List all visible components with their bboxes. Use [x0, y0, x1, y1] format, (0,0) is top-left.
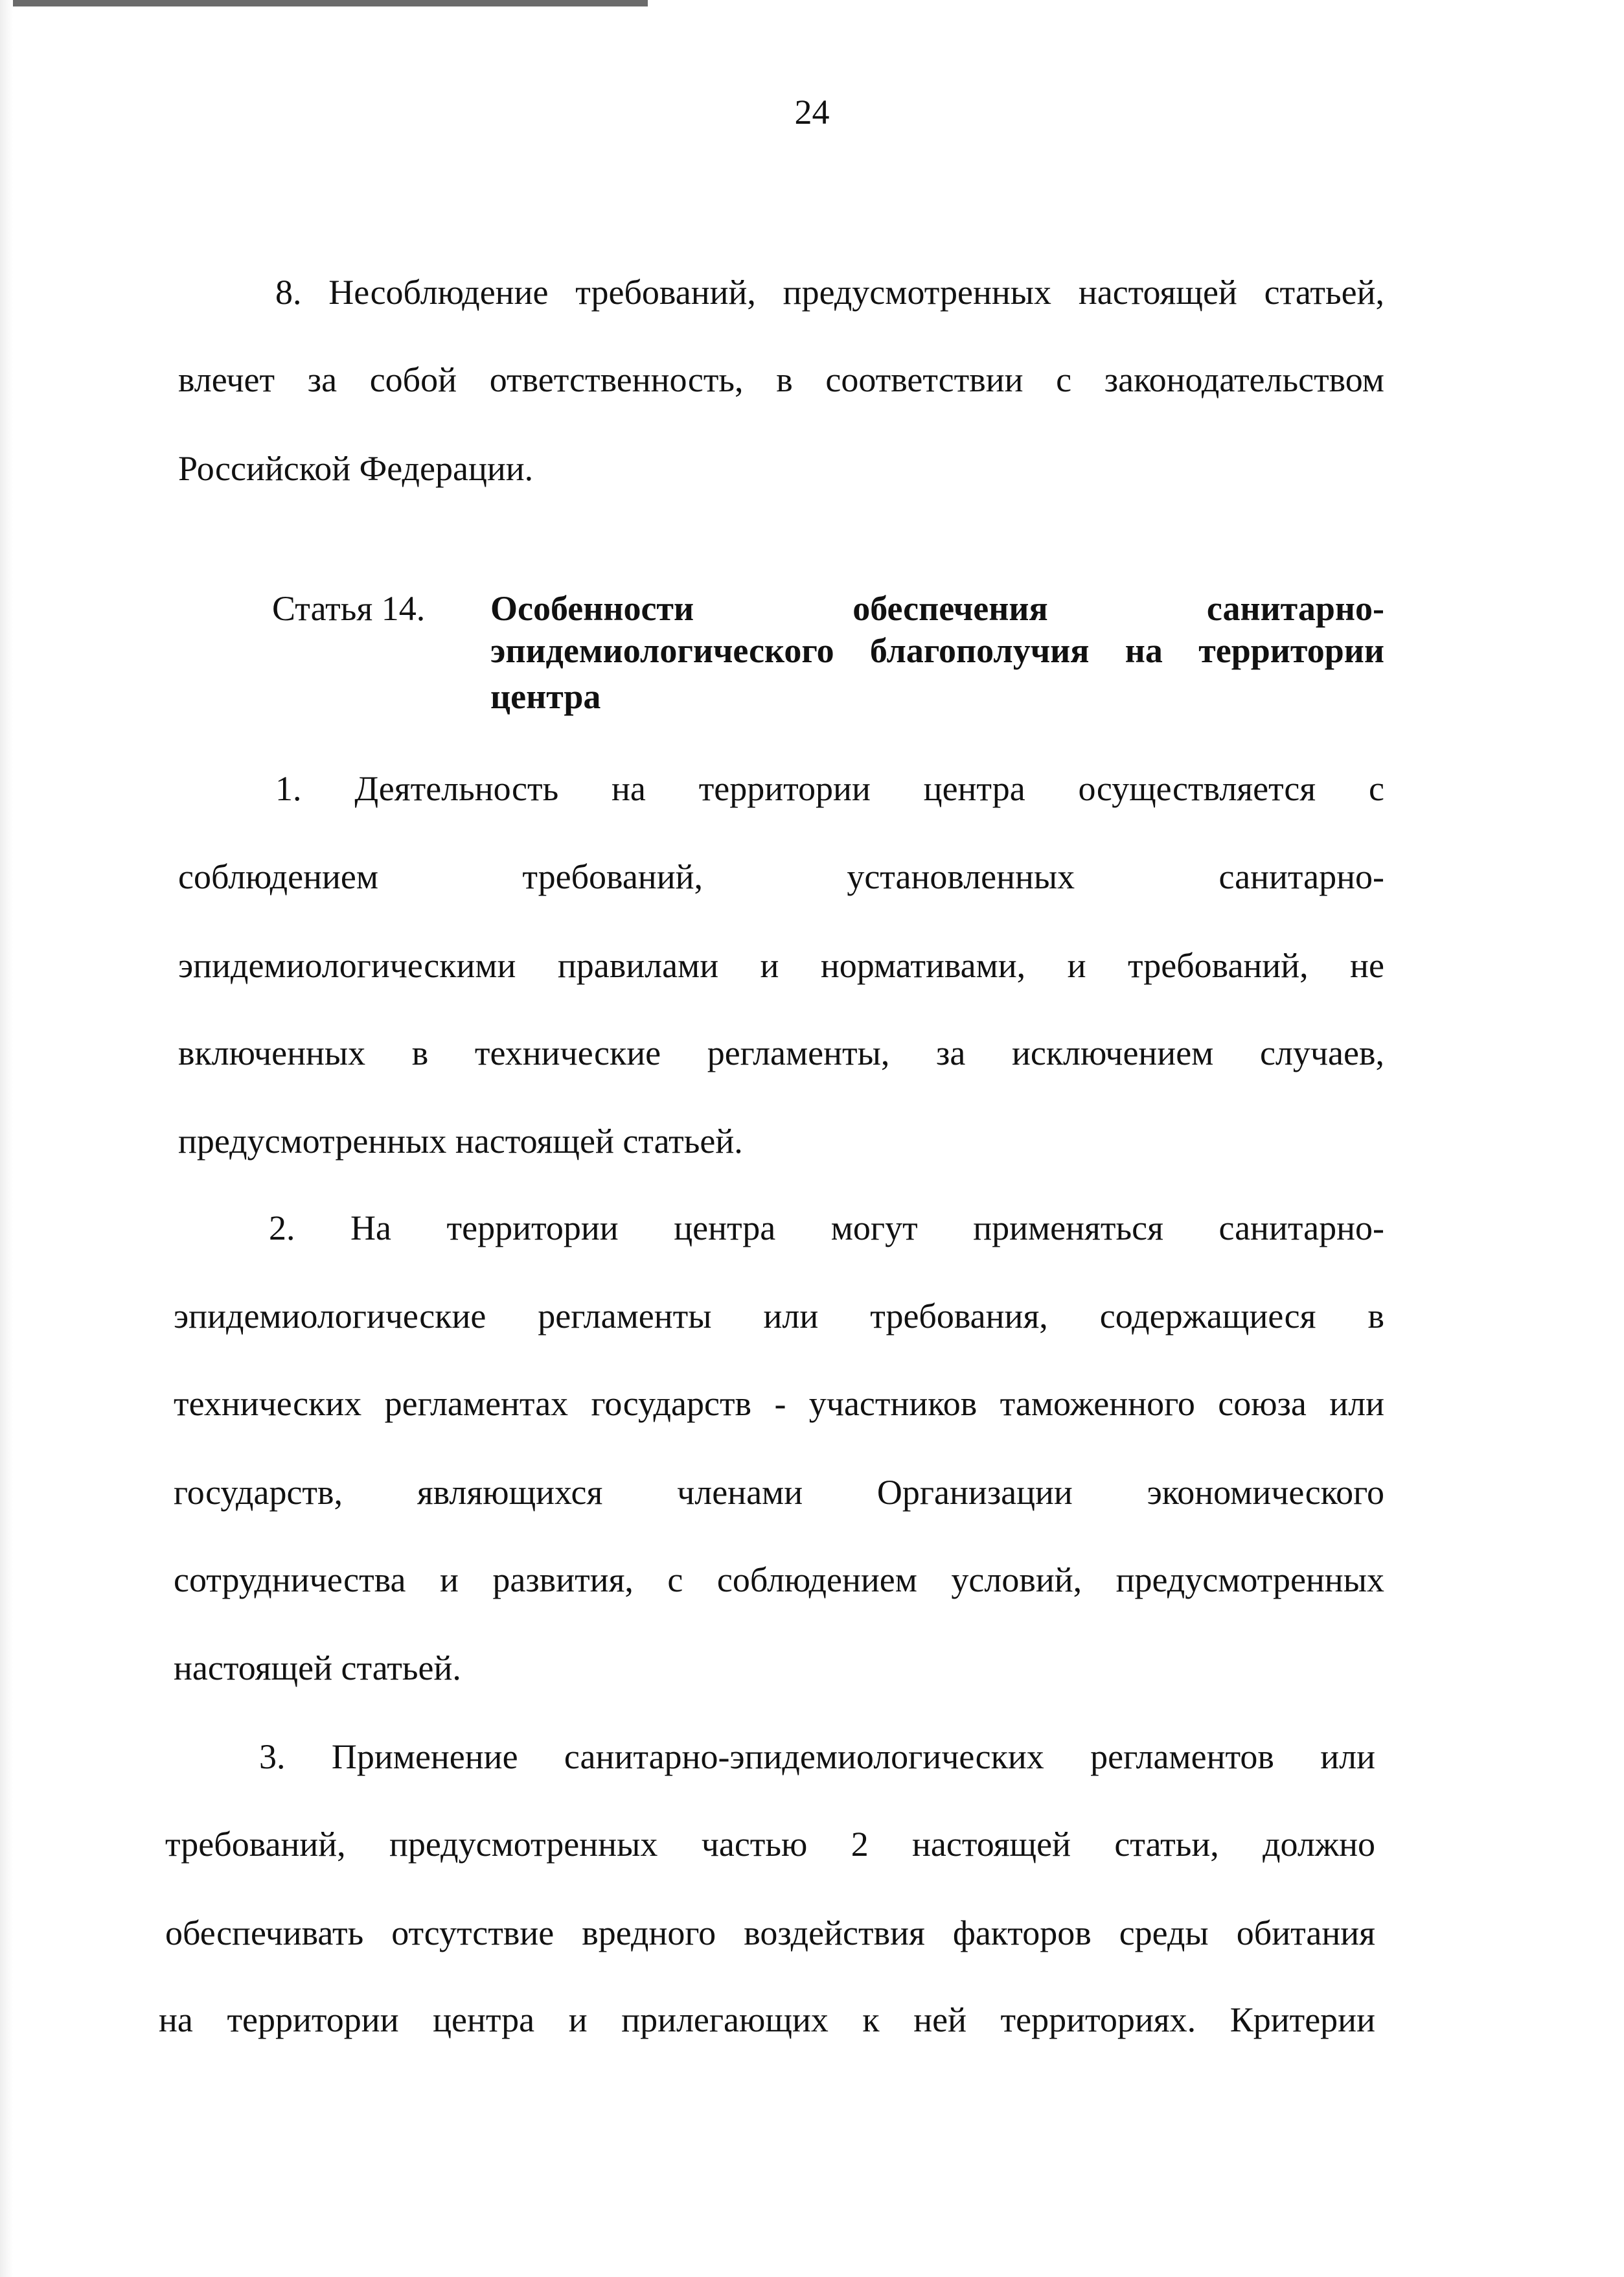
word: условий, — [951, 1560, 1082, 1599]
word: собой — [369, 360, 457, 399]
word: или — [1329, 1384, 1384, 1423]
paragraph-1-line-1 — [275, 767, 1384, 810]
paragraph-3-line-1 — [259, 1735, 1375, 1778]
word: влечет — [178, 360, 275, 399]
word: таможенного — [1000, 1384, 1195, 1423]
scan-edge-left — [0, 0, 13, 2277]
word: санитарно-эпидемиологических — [564, 1737, 1044, 1776]
word: регламенты, — [707, 1034, 890, 1072]
word: с — [1368, 769, 1384, 808]
word: или — [763, 1297, 819, 1335]
word: - — [774, 1384, 786, 1423]
paragraph-2-line-1 — [269, 1207, 1384, 1249]
word: статьей, — [1264, 273, 1384, 312]
paragraph-2-line-4 — [174, 1471, 1384, 1514]
word: 8. — [275, 273, 302, 312]
article-title-line-1 — [490, 587, 1384, 630]
word: частью — [701, 1825, 808, 1864]
word: территории — [698, 769, 871, 808]
word: на — [159, 2000, 193, 2039]
word: к — [862, 2000, 880, 2039]
paragraph-8-line-1 — [275, 271, 1384, 314]
paragraph-2-line-6: настоящей статьей. — [174, 1648, 461, 1687]
word: воздействия — [744, 1913, 925, 1952]
word: в — [411, 1034, 429, 1072]
word: государств — [591, 1384, 752, 1423]
paragraph-3-line-4 — [159, 1998, 1375, 2041]
word: предусмотренных — [1115, 1560, 1384, 1599]
paragraph-1-line-4 — [178, 1032, 1384, 1074]
scan-edge-top — [0, 0, 648, 6]
word: обеспечения — [852, 589, 1048, 628]
word: требований, — [522, 857, 703, 896]
word: государств, — [174, 1473, 343, 1512]
article-title-line-2 — [490, 629, 1384, 672]
paragraph-8-line-3: Российской Федерации. — [178, 449, 534, 488]
word: отсутствие — [391, 1913, 555, 1952]
word: развития, — [492, 1560, 634, 1599]
word: Несоблюдение — [328, 273, 549, 312]
word: соблюдением — [178, 857, 379, 896]
word: Применение — [331, 1737, 518, 1776]
word: исключением — [1011, 1034, 1214, 1072]
paragraph-1-line-5: предусмотренных настоящей статьей. — [178, 1122, 743, 1161]
word: требований, — [1127, 946, 1309, 985]
word: среды — [1119, 1913, 1209, 1952]
word: с — [667, 1560, 683, 1599]
word: Деятельность — [354, 769, 559, 808]
word: союза — [1218, 1384, 1307, 1423]
word: эпидемиологические — [174, 1297, 486, 1335]
word: соблюдением — [716, 1560, 917, 1599]
word: законодательством — [1104, 360, 1384, 399]
word: благополучия — [869, 631, 1090, 670]
word: за — [307, 360, 337, 399]
word: экономического — [1147, 1473, 1384, 1512]
word: факторов — [952, 1913, 1092, 1952]
word: и — [439, 1560, 459, 1599]
word: статьи, — [1114, 1825, 1219, 1864]
word: в — [1367, 1297, 1384, 1335]
word: территории — [227, 2000, 399, 2039]
word: обитания — [1236, 1913, 1375, 1952]
word: включенных — [178, 1034, 366, 1072]
word: соответствии — [825, 360, 1024, 399]
word: настоящей — [912, 1825, 1071, 1864]
word: эпидемиологическими — [178, 946, 516, 985]
word: технические — [474, 1034, 661, 1072]
word: и — [568, 2000, 588, 2039]
word: настоящей — [1078, 273, 1237, 312]
word: сотрудничества — [174, 1560, 406, 1599]
paragraph-3-line-2 — [165, 1823, 1375, 1866]
word: требований, — [165, 1825, 346, 1864]
word: случаев, — [1259, 1034, 1384, 1072]
word: регламенты — [538, 1297, 712, 1335]
word: регламентов — [1090, 1737, 1274, 1776]
word: правилами — [557, 946, 719, 985]
word: содержащиеся — [1099, 1297, 1316, 1335]
word: технических — [174, 1384, 362, 1423]
word: на — [612, 769, 646, 808]
paragraph-3-line-3 — [165, 1912, 1375, 1954]
word: или — [1320, 1737, 1375, 1776]
paragraph-8-line-2 — [178, 358, 1384, 401]
word: применяться — [973, 1208, 1163, 1247]
article-title-line-3: центра — [490, 677, 601, 716]
word: с — [1056, 360, 1072, 399]
paragraph-1-line-3 — [178, 944, 1384, 987]
word: и — [760, 946, 779, 985]
page-number: 24 — [794, 93, 830, 132]
word: территории — [1198, 631, 1384, 670]
word: требования, — [870, 1297, 1048, 1335]
word: требований, — [575, 273, 756, 312]
word: Организации — [876, 1473, 1073, 1512]
word: предусмотренных — [783, 273, 1052, 312]
word: и — [1067, 946, 1086, 985]
word: санитарно- — [1218, 1208, 1384, 1247]
paragraph-2-line-3 — [174, 1382, 1384, 1425]
word: центра — [433, 2000, 535, 2039]
word: нормативами, — [820, 946, 1026, 985]
word: не — [1350, 946, 1384, 985]
paragraph-2-line-2 — [174, 1295, 1384, 1337]
word: членами — [677, 1473, 803, 1512]
word: территории — [446, 1208, 619, 1247]
paragraph-1-line-2 — [178, 855, 1384, 898]
word: санитарно- — [1218, 857, 1384, 896]
word: установленных — [847, 857, 1075, 896]
word: вредного — [582, 1913, 716, 1952]
word: ответственность, — [489, 360, 744, 399]
article-label: Статья 14. — [272, 589, 426, 628]
word: 1. — [275, 769, 302, 808]
word: в — [776, 360, 793, 399]
word: регламентах — [384, 1384, 569, 1423]
word: прилегающих — [621, 2000, 829, 2039]
word: за — [936, 1034, 966, 1072]
word: обеспечивать — [165, 1913, 364, 1952]
word: предусмотренных — [389, 1825, 658, 1864]
word: санитарно- — [1206, 589, 1384, 628]
word: участников — [808, 1384, 978, 1423]
word: центра — [923, 769, 1025, 808]
word: являющихся — [417, 1473, 603, 1512]
word: Критерии — [1229, 2000, 1375, 2039]
word: 2 — [851, 1825, 869, 1864]
word: 2. — [269, 1208, 295, 1247]
paragraph-2-line-5 — [174, 1558, 1384, 1601]
word: осуществляется — [1078, 769, 1316, 808]
word: эпидемиологического — [490, 631, 834, 670]
word: Особенности — [490, 589, 694, 628]
word: территориях. — [1000, 2000, 1196, 2039]
word: ней — [913, 2000, 966, 2039]
word: На — [350, 1208, 391, 1247]
word: центра — [674, 1208, 776, 1247]
word: 3. — [259, 1737, 286, 1776]
word: могут — [830, 1208, 918, 1247]
word: должно — [1263, 1825, 1375, 1864]
word: на — [1125, 631, 1163, 670]
